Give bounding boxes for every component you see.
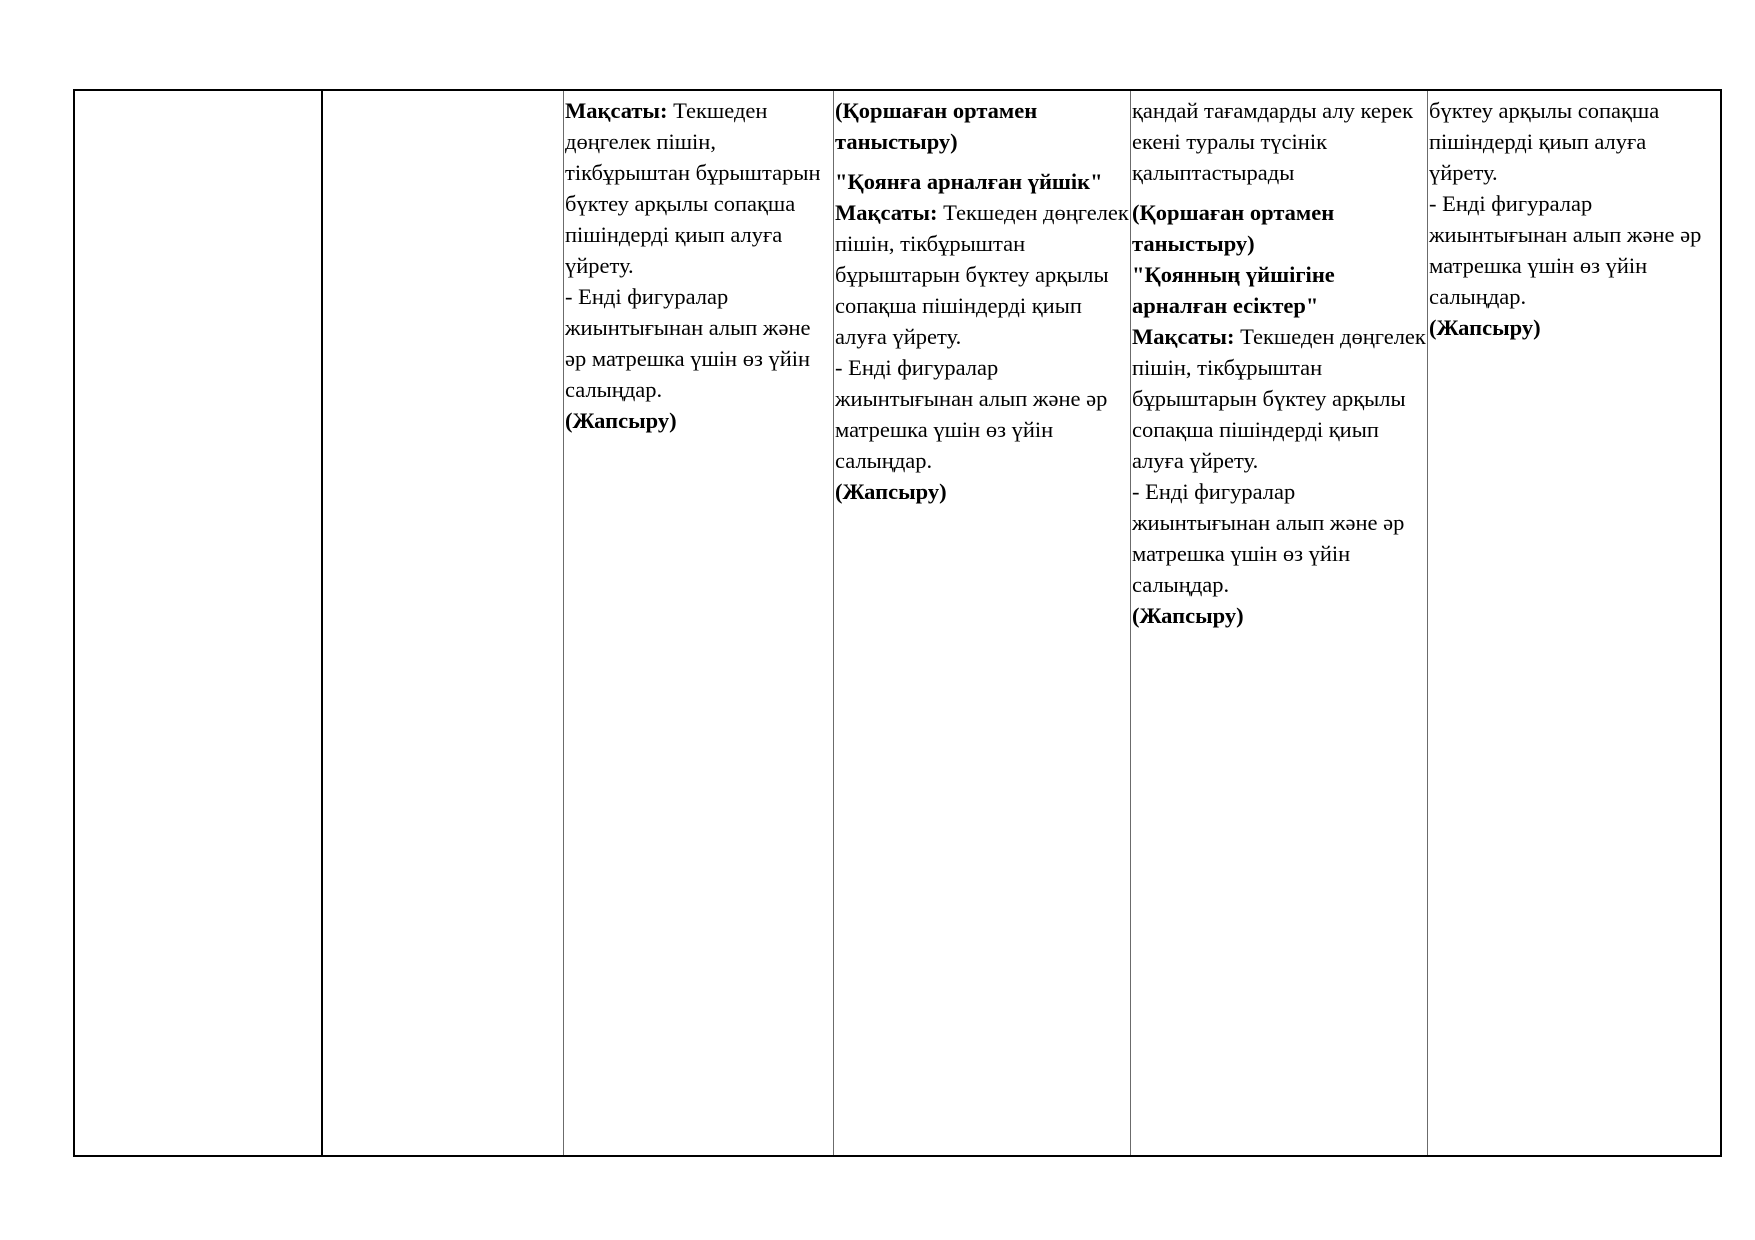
activity-label: (Жапсыру) bbox=[565, 408, 677, 433]
topic-heading: "Қоянға арналған үйшік" bbox=[835, 169, 1103, 194]
task-text: - Енді фигуралар жиынтығынан алып және әр матрешка үшін өз үйін салыңдар. bbox=[835, 355, 1108, 473]
table-cell-col5 bbox=[1131, 91, 1428, 1155]
topic-heading: "Қоянның үйшігіне арналған есіктер" bbox=[1132, 262, 1335, 318]
activity-label: (Жапсыру) bbox=[1429, 315, 1541, 340]
goal-text: Текшеден дөңгелек пішін, тікбұрыштан бұрыштарын бүктеу арқылы сопақша пішіндерді қиып алуға үйрету. bbox=[565, 98, 821, 278]
goal-label: Мақсаты: bbox=[835, 200, 938, 225]
goal-paragraph bbox=[835, 197, 1129, 352]
goal-paragraph bbox=[565, 95, 832, 281]
table-cell-col3 bbox=[564, 91, 834, 1155]
table-cell-col4 bbox=[834, 91, 1131, 1155]
table-cell-col6 bbox=[1428, 91, 1720, 1155]
goal-label: Мақсаты: bbox=[1132, 324, 1235, 349]
task-text: - Енді фигуралар жиынтығынан алып және әр матрешка үшін өз үйін салыңдар. bbox=[565, 284, 811, 402]
goal-text: Текшеден дөңгелек пішін, тікбұрыштан бұрыштарын бүктеу арқылы сопақша пішіндерді қиып алуға үйрету. bbox=[1132, 324, 1426, 473]
goal-text: Текшеден дөңгелек пішін, тікбұрыштан бұрыштарын бүктеу арқылы сопақша пішіндерді қиып алуға үйрету. bbox=[835, 200, 1129, 349]
table-cell-col2 bbox=[323, 91, 564, 1155]
section-heading: (Қоршаған ортамен таныстыру) bbox=[835, 98, 1038, 154]
task-text: - Енді фигуралар жиынтығынан алып және әр матрешка үшін өз үйін салыңдар. bbox=[1429, 191, 1702, 309]
goal-label: Мақсаты: bbox=[565, 98, 668, 123]
activity-label: (Жапсыру) bbox=[835, 479, 947, 504]
table-cell-col1 bbox=[75, 91, 323, 1155]
section-heading: (Қоршаған ортамен таныстыру) bbox=[1132, 200, 1335, 256]
plan-table bbox=[73, 89, 1722, 1157]
activity-label: (Жапсыру) bbox=[1132, 603, 1244, 628]
task-text: - Енді фигуралар жиынтығынан алып және әр матрешка үшін өз үйін салыңдар. bbox=[1132, 479, 1405, 597]
goal-paragraph bbox=[1132, 321, 1426, 476]
intro-text: қандай тағамдарды алу керек екені туралы түсінік қалыптастырады bbox=[1132, 98, 1413, 185]
intro-text: бүктеу арқылы сопақша пішіндерді қиып алуға үйрету. bbox=[1429, 98, 1660, 185]
